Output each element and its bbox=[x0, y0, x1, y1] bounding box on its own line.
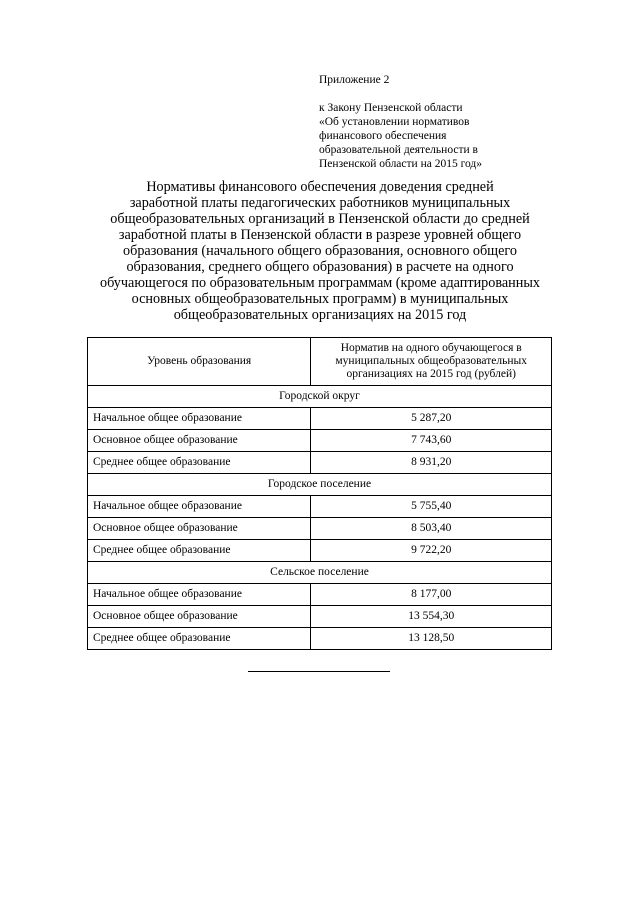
education-level: Среднее общее образование bbox=[88, 540, 311, 562]
document-title-line: заработной платы в Пензенской области в разрезе уровней общего bbox=[118, 227, 522, 243]
education-level: Основное общее образование bbox=[88, 518, 311, 540]
document-title-line: обучающегося по образовательным программам (кроме адаптированных bbox=[100, 275, 540, 291]
appendix-line: финансового обеспечения bbox=[319, 130, 447, 142]
education-level: Среднее общее образование bbox=[88, 452, 311, 474]
document-title-line: заработной платы педагогических работников муниципальных bbox=[129, 195, 511, 211]
document-title-line: образования, среднего общего образования) в расчете на одного bbox=[126, 259, 514, 275]
norm-value: 8 503,40 bbox=[311, 518, 552, 540]
table-row bbox=[88, 628, 552, 650]
appendix-line: к Закону Пензенской области bbox=[319, 102, 463, 114]
header-value-line: организациях на 2015 год (рублей) bbox=[346, 368, 516, 380]
table-header-row bbox=[88, 338, 552, 386]
norm-value: 13 128,50 bbox=[311, 628, 552, 650]
document-title-line: общеобразовательных организаций в Пензенской области до средней bbox=[110, 211, 530, 227]
appendix-reference bbox=[319, 101, 549, 171]
norm-value: 5 287,20 bbox=[311, 408, 552, 430]
document-title-line: Нормативы финансового обеспечения доведения средней bbox=[146, 179, 494, 195]
table-row bbox=[88, 452, 552, 474]
appendix-line: образовательной деятельности в bbox=[319, 144, 478, 156]
document-title-line: образования (начального общего образования, основного общего bbox=[123, 243, 517, 259]
table-row bbox=[88, 584, 552, 606]
appendix-block bbox=[319, 73, 549, 171]
appendix-line: Пензенской области на 2015 год» bbox=[319, 158, 483, 170]
education-level: Основное общее образование bbox=[88, 606, 311, 628]
document-title bbox=[80, 179, 560, 323]
norm-value: 8 931,20 bbox=[311, 452, 552, 474]
header-level: Уровень образования bbox=[88, 338, 311, 386]
header-value-line: Норматив на одного обучающегося в bbox=[340, 342, 522, 354]
table-row bbox=[88, 606, 552, 628]
group-row-urban-district bbox=[88, 386, 552, 408]
header-value-line: муниципальных общеобразовательных bbox=[335, 355, 527, 367]
table-row bbox=[88, 518, 552, 540]
group-name: Сельское поселение bbox=[88, 562, 552, 584]
norm-value: 9 722,20 bbox=[311, 540, 552, 562]
header-value bbox=[311, 338, 552, 386]
group-row-urban-settlement bbox=[88, 474, 552, 496]
document-title-line: общеобразовательных организациях на 2015 год bbox=[173, 307, 467, 323]
table-row bbox=[88, 408, 552, 430]
group-name: Городской округ bbox=[88, 386, 552, 408]
appendix-line: «Об установлении нормативов bbox=[319, 116, 470, 128]
norm-value: 7 743,60 bbox=[311, 430, 552, 452]
norms-table bbox=[87, 337, 552, 650]
education-level: Среднее общее образование bbox=[88, 628, 311, 650]
table-row bbox=[88, 496, 552, 518]
norm-value: 13 554,30 bbox=[311, 606, 552, 628]
table-row bbox=[88, 430, 552, 452]
norm-value: 8 177,00 bbox=[311, 584, 552, 606]
group-name: Городское поселение bbox=[88, 474, 552, 496]
education-level: Начальное общее образование bbox=[88, 408, 311, 430]
education-level: Основное общее образование bbox=[88, 430, 311, 452]
education-level: Начальное общее образование bbox=[88, 496, 311, 518]
appendix-title: Приложение 2 bbox=[319, 74, 390, 86]
education-level: Начальное общее образование bbox=[88, 584, 311, 606]
table-row bbox=[88, 540, 552, 562]
document-title-line: основных общеобразовательных программ) в муниципальных bbox=[131, 291, 509, 307]
end-divider bbox=[248, 671, 390, 672]
norm-value: 5 755,40 bbox=[311, 496, 552, 518]
group-row-rural-settlement bbox=[88, 562, 552, 584]
